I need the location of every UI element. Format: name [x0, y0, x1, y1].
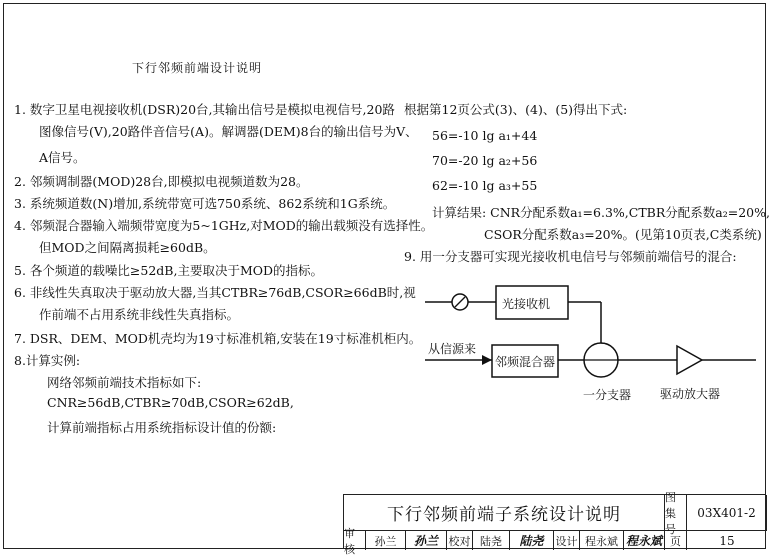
note-2: 2. 邻频调制器(MOD)28台,即模拟电视频道数为28。	[14, 174, 309, 189]
note-8a: 网络邻频前端技术指标如下:	[47, 375, 202, 390]
note-5: 5. 各个频道的载噪比≥52dB,主要取决于MOD的指标。	[14, 263, 324, 278]
result-2: CSOR分配系数a₃=20%。(见第10页表,C类系统)	[484, 227, 762, 242]
note-7: 7. DSR、DEM、MOD机壳均为19寸标准机箱,安装在19寸标准机柜内。	[14, 331, 422, 346]
atlas-label: 图集号	[665, 495, 687, 531]
equation-2: 70=-20 lg a₂+56	[432, 153, 538, 168]
amplifier-label: 驱动放大器	[660, 387, 721, 401]
amplifier-icon	[677, 346, 702, 374]
note-3: 3. 系统频道数(N)增加,系统带宽可选750系统、862系统和1G系统。	[14, 196, 396, 211]
page-label: 页	[665, 531, 687, 550]
proof-label: 校对	[447, 531, 473, 550]
arrow-right-icon	[482, 355, 492, 365]
reviewer-signature: 孙兰	[406, 531, 447, 550]
page-title: 下行邻频前端设计说明	[132, 61, 263, 75]
equation-1: 56=-10 lg a₁+44	[432, 128, 538, 143]
review-label: 审核	[344, 531, 366, 550]
mixer-label: 邻频混合器	[495, 355, 556, 369]
proofer-signature: 陆尧	[510, 531, 554, 550]
note-6a: 6. 非线性失真取决于驱动放大器,当其CTBR≥76dB,CSOR≥66dB时,视	[14, 285, 416, 300]
proofer-name: 陆尧	[473, 531, 510, 550]
note-4a: 4. 邻频混合器输入端频带宽度为5~1GHz,对MOD的输出载频没有选择性。	[14, 218, 434, 233]
note-8b: CNR≥56dB,CTBR≥70dB,CSOR≥62dB,	[47, 395, 294, 410]
note-1b: 图像信号(V),20路伴音信号(A)。解调器(DEM)8台的输出信号为V、	[39, 124, 418, 139]
page-number: 15	[719, 533, 735, 548]
source-label: 从信源来	[428, 342, 477, 356]
note-1a: 1. 数字卫星电视接收机(DSR)20台,其输出信号是模拟电视信号,20路	[14, 102, 395, 117]
note-6b: 作前端不占用系统非线性失真指标。	[39, 307, 240, 322]
note-1c: A信号。	[39, 150, 86, 165]
optical-receiver-label: 光接收机	[502, 297, 551, 311]
result-1: 计算结果: CNR分配系数a₁=6.3%,CTBR分配系数a₂=20%,	[432, 205, 770, 220]
equation-3: 62=-10 lg a₃+55	[432, 178, 538, 193]
atlas-number: 03X401-2	[687, 495, 767, 531]
title-block-title: 下行邻频前端子系统设计说明	[344, 495, 665, 531]
note-9: 9. 用一分支器可实现光接收机电信号与邻频前端信号的混合:	[404, 249, 737, 264]
design-label: 设计	[554, 531, 580, 550]
note-4b: 但MOD之间隔离损耗≥60dB。	[39, 240, 216, 255]
designer-signature: 程永斌	[624, 531, 665, 550]
designer-name: 程永斌	[580, 531, 624, 550]
splitter-label: 一分支器	[583, 388, 632, 402]
title-block	[343, 490, 766, 556]
reviewer-name: 孙兰	[366, 531, 406, 550]
calc-intro: 根据第12页公式(3)、(4)、(5)得出下式:	[404, 102, 628, 117]
note-8c: 计算前端指标占用系统指标设计值的份额:	[47, 420, 277, 435]
note-8: 8.计算实例:	[14, 353, 81, 368]
